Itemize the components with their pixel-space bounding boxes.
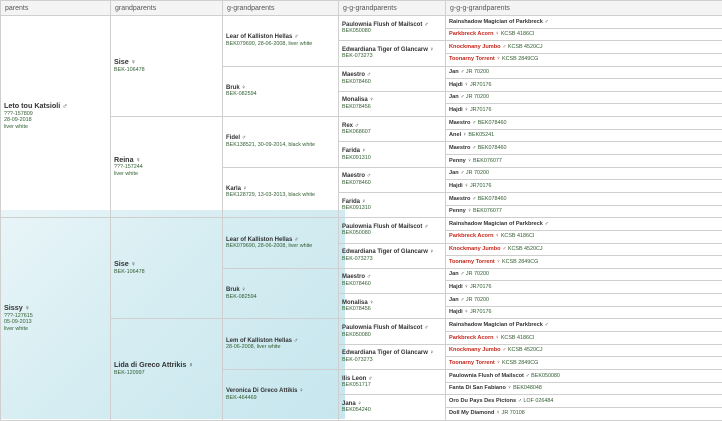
ggg-grandparent-link[interactable] — [449, 31, 499, 37]
grandparent-link[interactable] — [114, 363, 194, 369]
ggg-grandparent-reg: KCSB 2849CG — [502, 259, 538, 265]
dog-name: Veronica Di Greco Attikis ♀ — [226, 388, 304, 394]
g-grandparent-reg: BEK079690, 28-06-2008, liver white — [226, 41, 312, 47]
g-grandparent-reg: BEK079690, 28-06-2008, liver white — [226, 243, 312, 249]
gg-grandparent-reg: BEK054240 — [342, 407, 371, 413]
ggg-grandparent-reg: KCSB 4186CI — [501, 233, 535, 239]
dog-name: Penny ♀ — [449, 208, 472, 214]
dog-name: Oro Du Pays Des Pictons ♂ — [449, 398, 522, 404]
dog-name: Edwardiana Tiger of Glancarw ♀ — [342, 249, 434, 255]
ggg-grandparent — [446, 142, 722, 155]
ggg-grandparent-reg: JR 70200 — [466, 69, 489, 75]
dog-name: Edwardiana Tiger of Glancarw ♀ — [342, 47, 434, 53]
g-grandparent — [223, 117, 339, 168]
g-grandparent-link[interactable] — [226, 34, 299, 40]
gg-grandparent-link[interactable] — [342, 97, 374, 103]
header-gg-grandparents: g-g-grandparents — [339, 1, 446, 16]
g-grandparent-reg: BEK128729, 13-03-2013, black white — [226, 192, 315, 198]
ggg-grandparent-link[interactable] — [449, 373, 530, 379]
dog-name: Maestro ♂ — [342, 173, 371, 179]
ggg-grandparent — [446, 306, 722, 319]
dog-name: Parkbreck Acorn ♀ — [449, 233, 499, 239]
gg-grandparent — [339, 66, 446, 91]
gg-grandparent-reg: BEK-073273 — [342, 357, 373, 363]
gg-grandparent-link[interactable] — [342, 249, 434, 255]
ggg-grandparent-reg: LOF 026484 — [523, 398, 553, 404]
dog-name: Rainshadow Magician of Parkbreck ♂ — [449, 19, 549, 25]
dog-name: Bruk ♀ — [226, 85, 246, 91]
header-parents: parents — [1, 1, 111, 16]
gg-grandparent-link[interactable] — [342, 376, 373, 382]
parent-dam-link[interactable] — [4, 306, 30, 312]
dog-name: Sise ♀ — [114, 57, 136, 66]
g-grandparent-reg: 28-06-2008, liver white — [226, 344, 281, 350]
gg-grandparent-link[interactable] — [342, 47, 434, 53]
ggg-grandparent-reg: KCSB 2849CG — [502, 56, 538, 62]
ggg-grandparent-reg: BEK050080 — [531, 373, 560, 379]
g-grandparent-link[interactable] — [226, 338, 298, 344]
ggg-grandparent — [446, 243, 722, 256]
grandparent-link[interactable] — [114, 262, 136, 268]
dog-name: Karla ♀ — [226, 186, 247, 192]
dog-name: Rainshadow Magician of Parkbreck ♂ — [449, 322, 549, 328]
dog-name: Parkbreck Acorn ♀ — [449, 335, 499, 341]
ggg-grandparent-reg: JR70176 — [470, 309, 492, 315]
gg-grandparent — [339, 268, 446, 293]
gg-grandparent-reg: BEK051717 — [342, 382, 371, 388]
gg-grandparent-reg: BEK091310 — [342, 155, 371, 161]
gg-grandparent-link[interactable] — [342, 300, 374, 306]
ggg-grandparent-link[interactable] — [449, 410, 500, 416]
dog-name: Lem of Kalliston Hellas ♂ — [226, 338, 298, 344]
dog-name: Knockmany Jumbo ♂ — [449, 347, 506, 353]
gg-grandparent-reg: BEK078460 — [342, 180, 371, 186]
ggg-grandparent-link[interactable] — [449, 284, 468, 290]
dog-name: Bruk ♀ — [226, 287, 246, 293]
ggg-grandparent-link[interactable] — [449, 398, 522, 404]
gg-grandparent — [339, 41, 446, 66]
ggg-grandparent-reg: BEK078460 — [478, 120, 507, 126]
gg-grandparent-link[interactable] — [342, 123, 359, 129]
dog-name: Leto tou Katsioli ♂ — [4, 101, 68, 110]
ggg-grandparent-link[interactable] — [449, 297, 464, 303]
gg-grandparent-link[interactable] — [342, 274, 371, 280]
gg-grandparent — [339, 218, 446, 243]
gg-grandparent — [339, 395, 446, 420]
dog-name: Jan ♂ — [449, 94, 464, 100]
ggg-grandparent — [446, 53, 722, 66]
grandparent-link[interactable] — [114, 60, 136, 66]
grandparent — [111, 16, 223, 117]
dog-name: Sise ♀ — [114, 259, 136, 268]
ggg-grandparent-link[interactable] — [449, 221, 549, 227]
gg-grandparent-link[interactable] — [342, 148, 366, 154]
dog-name: Rex ♂ — [342, 123, 359, 129]
ggg-grandparent — [446, 155, 722, 168]
ggg-grandparent-link[interactable] — [449, 271, 464, 277]
ggg-grandparent — [446, 382, 722, 395]
ggg-grandparent-reg: BEK076077 — [473, 158, 502, 164]
gg-grandparent-link[interactable] — [342, 173, 371, 179]
dog-name: Lear of Kalliston Hellas ♂ — [226, 34, 299, 40]
ggg-grandparent-link[interactable] — [449, 158, 472, 164]
dog-name: Sissy ♀ — [4, 303, 30, 312]
gg-grandparent-link[interactable] — [342, 325, 429, 331]
dog-name: Farida ♀ — [342, 148, 366, 154]
ggg-grandparent-link[interactable] — [449, 82, 468, 88]
g-grandparent-link[interactable] — [226, 135, 246, 141]
header-row — [1, 1, 722, 16]
ggg-grandparent-reg: BEK05241 — [468, 132, 494, 138]
ggg-grandparent — [446, 167, 722, 180]
dog-name: Toonarny Torrent ♀ — [449, 360, 501, 366]
gg-grandparent — [339, 319, 446, 344]
gg-grandparent-reg: BEK050080 — [342, 332, 371, 338]
g-grandparent-reg: BEK138521, 30-09-2014, black white — [226, 142, 315, 148]
header-ggg-grandparents: g-g-g-grandparents — [446, 1, 722, 16]
gg-grandparent-link[interactable] — [342, 224, 429, 230]
g-grandparent-link[interactable] — [226, 388, 304, 394]
dog-name: Doll My Diamond ♀ — [449, 410, 500, 416]
ggg-grandparent — [446, 104, 722, 117]
g-grandparent-link[interactable] — [226, 186, 247, 192]
pedigree-body — [1, 16, 722, 421]
ggg-grandparent-link[interactable] — [449, 385, 512, 391]
dog-name: Toonarny Torrent ♀ — [449, 56, 501, 62]
ggg-grandparent-link[interactable] — [449, 183, 468, 189]
grandparent-reg: BEK-120997 — [114, 370, 145, 376]
gg-grandparent-reg: BEK078456 — [342, 104, 371, 110]
table-row — [1, 16, 722, 29]
ggg-grandparent-link[interactable] — [449, 335, 499, 341]
ggg-grandparent-link[interactable] — [449, 94, 464, 100]
dog-name: Reina ♀ — [114, 155, 141, 164]
dog-name: Lear of Kalliston Hellas ♂ — [226, 237, 299, 243]
ggg-grandparent-link[interactable] — [449, 120, 476, 126]
ggg-grandparent — [446, 344, 722, 357]
g-grandparent — [223, 369, 339, 420]
gg-grandparent — [339, 16, 446, 41]
ggg-grandparent-link[interactable] — [449, 56, 501, 62]
ggg-grandparent-reg: KCSB 4520CJ — [508, 246, 543, 252]
dog-name: Fanta Di San Fabiano ♀ — [449, 385, 512, 391]
dog-name: Ilis Leon ♂ — [342, 376, 373, 382]
header-g-grandparents: g-grandparents — [223, 1, 339, 16]
gg-grandparent — [339, 91, 446, 116]
dog-name: Monalisa ♀ — [342, 97, 374, 103]
dog-name: Penny ♀ — [449, 158, 472, 164]
dog-name: Anel ♀ — [449, 132, 467, 138]
gg-grandparent-reg: BEK050080 — [342, 28, 371, 34]
ggg-grandparent-link[interactable] — [449, 170, 464, 176]
grandparent — [111, 319, 223, 420]
ggg-grandparent — [446, 66, 722, 79]
parent-reg: ???-157809 — [4, 111, 33, 117]
gg-grandparent-reg: BEK-073273 — [342, 256, 373, 262]
g-grandparent-link[interactable] — [226, 85, 246, 91]
ggg-grandparent — [446, 218, 722, 231]
g-grandparent-reg: BEK-464469 — [226, 395, 257, 401]
ggg-grandparent-reg: BEK048048 — [513, 385, 542, 391]
dog-name: Maestro ♂ — [342, 72, 371, 78]
dog-name: Maestro ♂ — [342, 274, 371, 280]
parent-date: 28-09-2018 — [4, 117, 32, 123]
ggg-grandparent — [446, 256, 722, 269]
ggg-grandparent-reg: JR70176 — [470, 284, 492, 290]
gg-grandparent-reg: BEK078460 — [342, 281, 371, 287]
dog-name: Maestro ♂ — [449, 196, 476, 202]
parent-date: 05-09-2013 — [4, 319, 32, 325]
ggg-grandparent-reg: BEK078460 — [478, 196, 507, 202]
ggg-grandparent-link[interactable] — [449, 196, 476, 202]
grandparent — [111, 218, 223, 319]
gg-grandparent-reg: BEK050080 — [342, 230, 371, 236]
dog-name: Paulownia Flush of Mailscot ♂ — [342, 325, 429, 331]
ggg-grandparent-link[interactable] — [449, 19, 549, 25]
ggg-grandparent-link[interactable] — [449, 347, 506, 353]
parent-color: liver white — [4, 326, 28, 332]
dog-name: Edwardiana Tiger of Glancarw ♀ — [342, 350, 434, 356]
dog-name: Hajdi ♀ — [449, 107, 468, 113]
ggg-grandparent-link[interactable] — [449, 360, 501, 366]
dog-name: Jan ♂ — [449, 271, 464, 277]
ggg-grandparent — [446, 16, 722, 29]
grandparent-reg: BEK-106478 — [114, 67, 145, 73]
ggg-grandparent — [446, 369, 722, 382]
dog-name: Rainshadow Magician of Parkbreck ♂ — [449, 221, 549, 227]
dog-name: Hajdi ♀ — [449, 309, 468, 315]
ggg-grandparent — [446, 91, 722, 104]
parent-reg: ???-127615 — [4, 313, 33, 319]
dog-name: Jan ♂ — [449, 69, 464, 75]
gg-grandparent — [339, 344, 446, 369]
ggg-grandparent — [446, 117, 722, 130]
gg-grandparent-reg: BEK091310 — [342, 205, 371, 211]
gg-grandparent — [339, 243, 446, 268]
dog-name: Hajdi ♀ — [449, 183, 468, 189]
ggg-grandparent — [446, 332, 722, 345]
dog-name: Paulownia Flush of Mailscot ♂ — [342, 22, 429, 28]
table-row — [1, 218, 722, 231]
g-grandparent — [223, 16, 339, 67]
dog-name: Maestro ♂ — [449, 145, 476, 151]
ggg-grandparent-reg: KCSB 2849CG — [502, 360, 538, 366]
dog-name: Fidel ♂ — [226, 135, 246, 141]
grandparent-link[interactable] — [114, 158, 141, 164]
g-grandparent-link[interactable] — [226, 237, 299, 243]
ggg-grandparent-reg: JR70176 — [470, 82, 492, 88]
ggg-grandparent-link[interactable] — [449, 259, 501, 265]
ggg-grandparent-reg: JR 70200 — [466, 170, 489, 176]
ggg-grandparent-link[interactable] — [449, 132, 467, 138]
parent-sire-link[interactable] — [4, 104, 68, 110]
dog-name: Jan ♂ — [449, 170, 464, 176]
dog-name: Maestro ♂ — [449, 120, 476, 126]
ggg-grandparent-reg: JR 70108 — [502, 410, 525, 416]
gg-grandparent-link[interactable] — [342, 22, 429, 28]
gg-grandparent-reg: BEK068607 — [342, 129, 371, 135]
ggg-grandparent — [446, 79, 722, 92]
ggg-grandparent-reg: KCSB 4520CJ — [508, 44, 543, 50]
g-grandparent-reg: BEK-082594 — [226, 91, 257, 97]
g-grandparent-reg: BEK-082594 — [226, 294, 257, 300]
ggg-grandparent — [446, 357, 722, 370]
ggg-grandparent — [446, 230, 722, 243]
ggg-grandparent — [446, 129, 722, 142]
gg-grandparent — [339, 117, 446, 142]
gg-grandparent — [339, 192, 446, 217]
gg-grandparent — [339, 369, 446, 394]
dog-name: Toonarny Torrent ♀ — [449, 259, 501, 265]
ggg-grandparent-link[interactable] — [449, 107, 468, 113]
ggg-grandparent-link[interactable] — [449, 233, 499, 239]
ggg-grandparent-link[interactable] — [449, 69, 464, 75]
ggg-grandparent — [446, 319, 722, 332]
g-grandparent — [223, 218, 339, 269]
gg-grandparent — [339, 294, 446, 319]
g-grandparent — [223, 66, 339, 117]
dog-name: Jana ♀ — [342, 401, 362, 407]
ggg-grandparent-reg: BEK076077 — [473, 208, 502, 214]
ggg-grandparent-reg: KCSB 4520CJ — [508, 347, 543, 353]
grandparent-reg: ???-157244 — [114, 164, 143, 170]
dog-name: Paulownia Flush of Mailscot ♂ — [449, 373, 530, 379]
dog-name: Knockmany Jumbo ♂ — [449, 246, 506, 252]
ggg-grandparent — [446, 41, 722, 54]
gg-grandparent — [339, 142, 446, 167]
dog-name: Hajdi ♀ — [449, 82, 468, 88]
gg-grandparent-reg: BEK-073273 — [342, 53, 373, 59]
dog-name: Farida ♀ — [342, 199, 366, 205]
ggg-grandparent — [446, 180, 722, 193]
ggg-grandparent-link[interactable] — [449, 246, 506, 252]
ggg-grandparent-reg: JR70176 — [470, 107, 492, 113]
dog-name: Hajdi ♀ — [449, 284, 468, 290]
ggg-grandparent — [446, 294, 722, 307]
dog-name: Lida di Greco Attrikis ♀ — [114, 360, 194, 369]
ggg-grandparent-link[interactable] — [449, 208, 472, 214]
dog-name: Paulownia Flush of Mailscot ♂ — [342, 224, 429, 230]
dog-name: Knockmany Jumbo ♂ — [449, 44, 506, 50]
ggg-grandparent-reg: JR 70200 — [466, 271, 489, 277]
parent-sire — [1, 16, 111, 218]
gg-grandparent-link[interactable] — [342, 350, 434, 356]
ggg-grandparent-reg: BEK078460 — [478, 145, 507, 151]
ggg-grandparent — [446, 395, 722, 408]
ggg-grandparent — [446, 268, 722, 281]
g-grandparent-link[interactable] — [226, 287, 246, 293]
ggg-grandparent — [446, 28, 722, 41]
header-grandparents: grandparents — [111, 1, 223, 16]
g-grandparent — [223, 167, 339, 218]
gg-grandparent-reg: BEK078460 — [342, 79, 371, 85]
parent-dam — [1, 218, 111, 420]
ggg-grandparent-link[interactable] — [449, 44, 506, 50]
g-grandparent — [223, 319, 339, 370]
ggg-grandparent — [446, 205, 722, 218]
ggg-grandparent-reg: JR 70200 — [466, 297, 489, 303]
ggg-grandparent — [446, 192, 722, 205]
ggg-grandparent-reg: KCSB 4186CI — [501, 31, 535, 37]
g-grandparent — [223, 268, 339, 319]
grandparent-color: liver white — [114, 171, 138, 177]
gg-grandparent — [339, 167, 446, 192]
gg-grandparent-link[interactable] — [342, 199, 366, 205]
gg-grandparent-reg: BEK078456 — [342, 306, 371, 312]
gg-grandparent-link[interactable] — [342, 72, 371, 78]
gg-grandparent-link[interactable] — [342, 401, 362, 407]
dog-name: Parkbreck Acorn ♀ — [449, 31, 499, 37]
dog-name: Monalisa ♀ — [342, 300, 374, 306]
grandparent — [111, 117, 223, 218]
ggg-grandparent-link[interactable] — [449, 145, 476, 151]
ggg-grandparent-reg: JR 70200 — [466, 94, 489, 100]
dog-name: Jan ♂ — [449, 297, 464, 303]
ggg-grandparent-reg: KCSB 4186CI — [501, 335, 535, 341]
ggg-grandparent — [446, 281, 722, 294]
grandparent-reg: BEK-106478 — [114, 269, 145, 275]
ggg-grandparent-link[interactable] — [449, 309, 468, 315]
parent-color: liver white — [4, 124, 28, 130]
ggg-grandparent — [446, 407, 722, 420]
ggg-grandparent-link[interactable] — [449, 322, 549, 328]
ggg-grandparent-reg: JR70176 — [470, 183, 492, 189]
